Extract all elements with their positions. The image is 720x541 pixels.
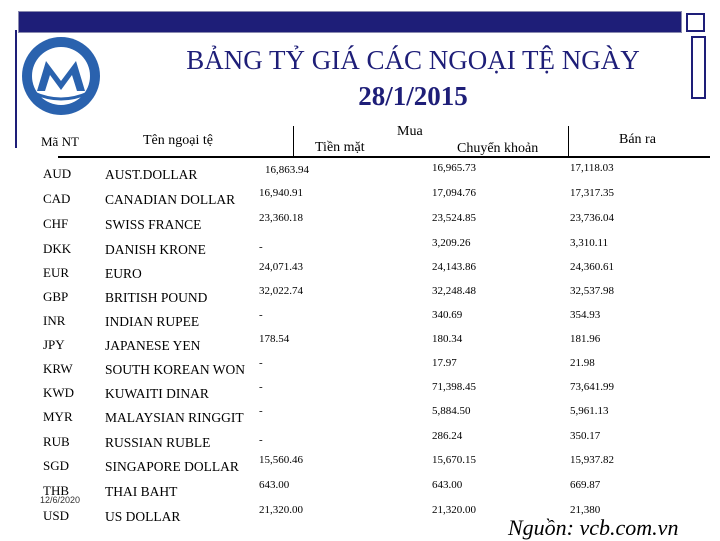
sell-rate: 24,360.61 [570, 261, 614, 273]
sell-rate: 17,118.03 [570, 162, 614, 174]
cash-rate: 16,940.91 [259, 187, 303, 199]
currency-code: SGD [43, 458, 70, 473]
currency-name: SINGAPORE DOLLAR [105, 459, 239, 474]
currency-code: MYR [43, 409, 73, 424]
table-row [37, 281, 710, 305]
transfer-rate: 24,143.86 [432, 261, 476, 273]
header-code: Mã NT [41, 134, 79, 149]
table-row [37, 183, 710, 207]
cash-rate: 15,560.46 [259, 454, 303, 466]
table-row [37, 450, 710, 474]
source-note: Nguồn: vcb.com.vn [508, 515, 679, 540]
footer-date: 12/6/2020 [40, 495, 81, 505]
currency-name: US DOLLAR [105, 509, 181, 524]
sell-rate: 17,317.35 [570, 187, 614, 199]
sell-rate: 23,736.04 [570, 212, 614, 224]
cash-rate: 21,320.00 [259, 504, 303, 516]
currency-name: SOUTH KOREAN WON [105, 362, 245, 377]
sell-rate: 669.87 [570, 479, 601, 491]
table-row [37, 401, 710, 425]
currency-name: AUST.DOLLAR [105, 167, 198, 182]
transfer-rate: 17.97 [432, 357, 457, 369]
currency-code: CAD [43, 191, 71, 206]
cash-rate: 23,360.18 [259, 212, 303, 224]
currency-name: SWISS FRANCE [105, 217, 202, 232]
cash-rate: - [259, 357, 263, 369]
transfer-rate: 21,320.00 [432, 504, 476, 516]
currency-name: JAPANESE YEN [105, 338, 201, 353]
currency-name: INDIAN RUPEE [105, 314, 200, 329]
currency-name: CANADIAN DOLLAR [105, 192, 236, 207]
currency-code: KRW [43, 361, 73, 376]
transfer-rate: 71,398.45 [432, 381, 476, 393]
currency-name: KUWAITI DINAR [105, 386, 209, 401]
currency-code: GBP [43, 289, 69, 304]
currency-name: BRITISH POUND [105, 290, 208, 305]
currency-name: EURO [105, 266, 142, 281]
corner-square-decoration [686, 13, 705, 32]
header-divider-2 [568, 126, 569, 156]
transfer-rate: 16,965.73 [432, 162, 476, 174]
header-divider-1 [293, 126, 294, 156]
table-header [37, 124, 710, 158]
transfer-rate: 17,094.76 [432, 187, 476, 199]
currency-code: INR [43, 313, 66, 328]
table-row [37, 208, 710, 232]
cash-rate: - [259, 381, 263, 393]
sell-rate: 21.98 [570, 357, 595, 369]
cash-rate: - [259, 405, 263, 417]
transfer-rate: 340.69 [432, 309, 463, 321]
currency-code: AUD [43, 166, 72, 181]
cash-rate: - [259, 309, 263, 321]
transfer-rate: 15,670.15 [432, 454, 476, 466]
header-name: Tên ngoại tệ [143, 133, 213, 148]
transfer-rate: 286.24 [432, 430, 463, 442]
header-transfer: Chuyển khoản [457, 141, 539, 156]
table-row [37, 377, 710, 401]
table-row [37, 158, 710, 182]
sell-rate: 21,380 [570, 504, 601, 516]
table-row [37, 426, 710, 450]
transfer-rate: 180.34 [432, 333, 463, 345]
left-vertical-line [15, 30, 17, 148]
header-cash: Tiền mặt [315, 140, 365, 155]
currency-name: RUSSIAN RUBLE [105, 435, 211, 450]
cash-rate: 178.54 [259, 333, 290, 345]
title-line-2: 28/1/2015 [358, 81, 468, 111]
sell-rate: 181.96 [570, 333, 601, 345]
transfer-rate: 643.00 [432, 479, 463, 491]
currency-name: THAI BAHT [105, 484, 178, 499]
cash-rate: 24,071.43 [259, 261, 303, 273]
table-row [37, 305, 710, 329]
table-row [37, 475, 710, 499]
page-title [118, 42, 708, 114]
table-row [37, 329, 710, 353]
transfer-rate: 32,248.48 [432, 285, 476, 297]
currency-code: JPY [43, 337, 65, 352]
cash-rate: 643.00 [259, 479, 290, 491]
currency-code: RUB [43, 434, 70, 449]
sell-rate: 73,641.99 [570, 381, 614, 393]
table-row [37, 353, 710, 377]
university-logo [20, 35, 102, 117]
transfer-rate: 3,209.26 [432, 237, 471, 249]
currency-code: EUR [43, 265, 69, 280]
sell-rate: 15,937.82 [570, 454, 614, 466]
title-line-1: BẢNG TỶ GIÁ CÁC NGOẠI TỆ NGÀY [186, 45, 640, 75]
sell-rate: 354.93 [570, 309, 601, 321]
sell-rate: 32,537.98 [570, 285, 614, 297]
sell-rate: 350.17 [570, 430, 601, 442]
header-sell: Bán ra [619, 132, 656, 147]
transfer-rate: 5,884.50 [432, 405, 471, 417]
cash-rate: - [259, 434, 263, 446]
sell-rate: 5,961.13 [570, 405, 609, 417]
cash-rate: - [259, 241, 263, 253]
table-row [37, 233, 710, 257]
currency-name: MALAYSIAN RINGGIT [105, 410, 244, 425]
currency-code: CHF [43, 216, 69, 231]
currency-code: DKK [43, 241, 72, 256]
cash-rate: 16,863.94 [265, 164, 309, 176]
transfer-rate: 23,524.85 [432, 212, 476, 224]
currency-code: USD [43, 508, 70, 523]
header-buy: Mua [397, 124, 423, 139]
currency-code: THB [43, 483, 69, 498]
currency-name: DANISH KRONE [105, 242, 206, 257]
table-row [37, 257, 710, 281]
top-decorative-bar [18, 11, 682, 33]
sell-rate: 3,310.11 [570, 237, 609, 249]
currency-code: KWD [43, 385, 75, 400]
cash-rate: 32,022.74 [259, 285, 303, 297]
exchange-rate-table [37, 124, 710, 158]
